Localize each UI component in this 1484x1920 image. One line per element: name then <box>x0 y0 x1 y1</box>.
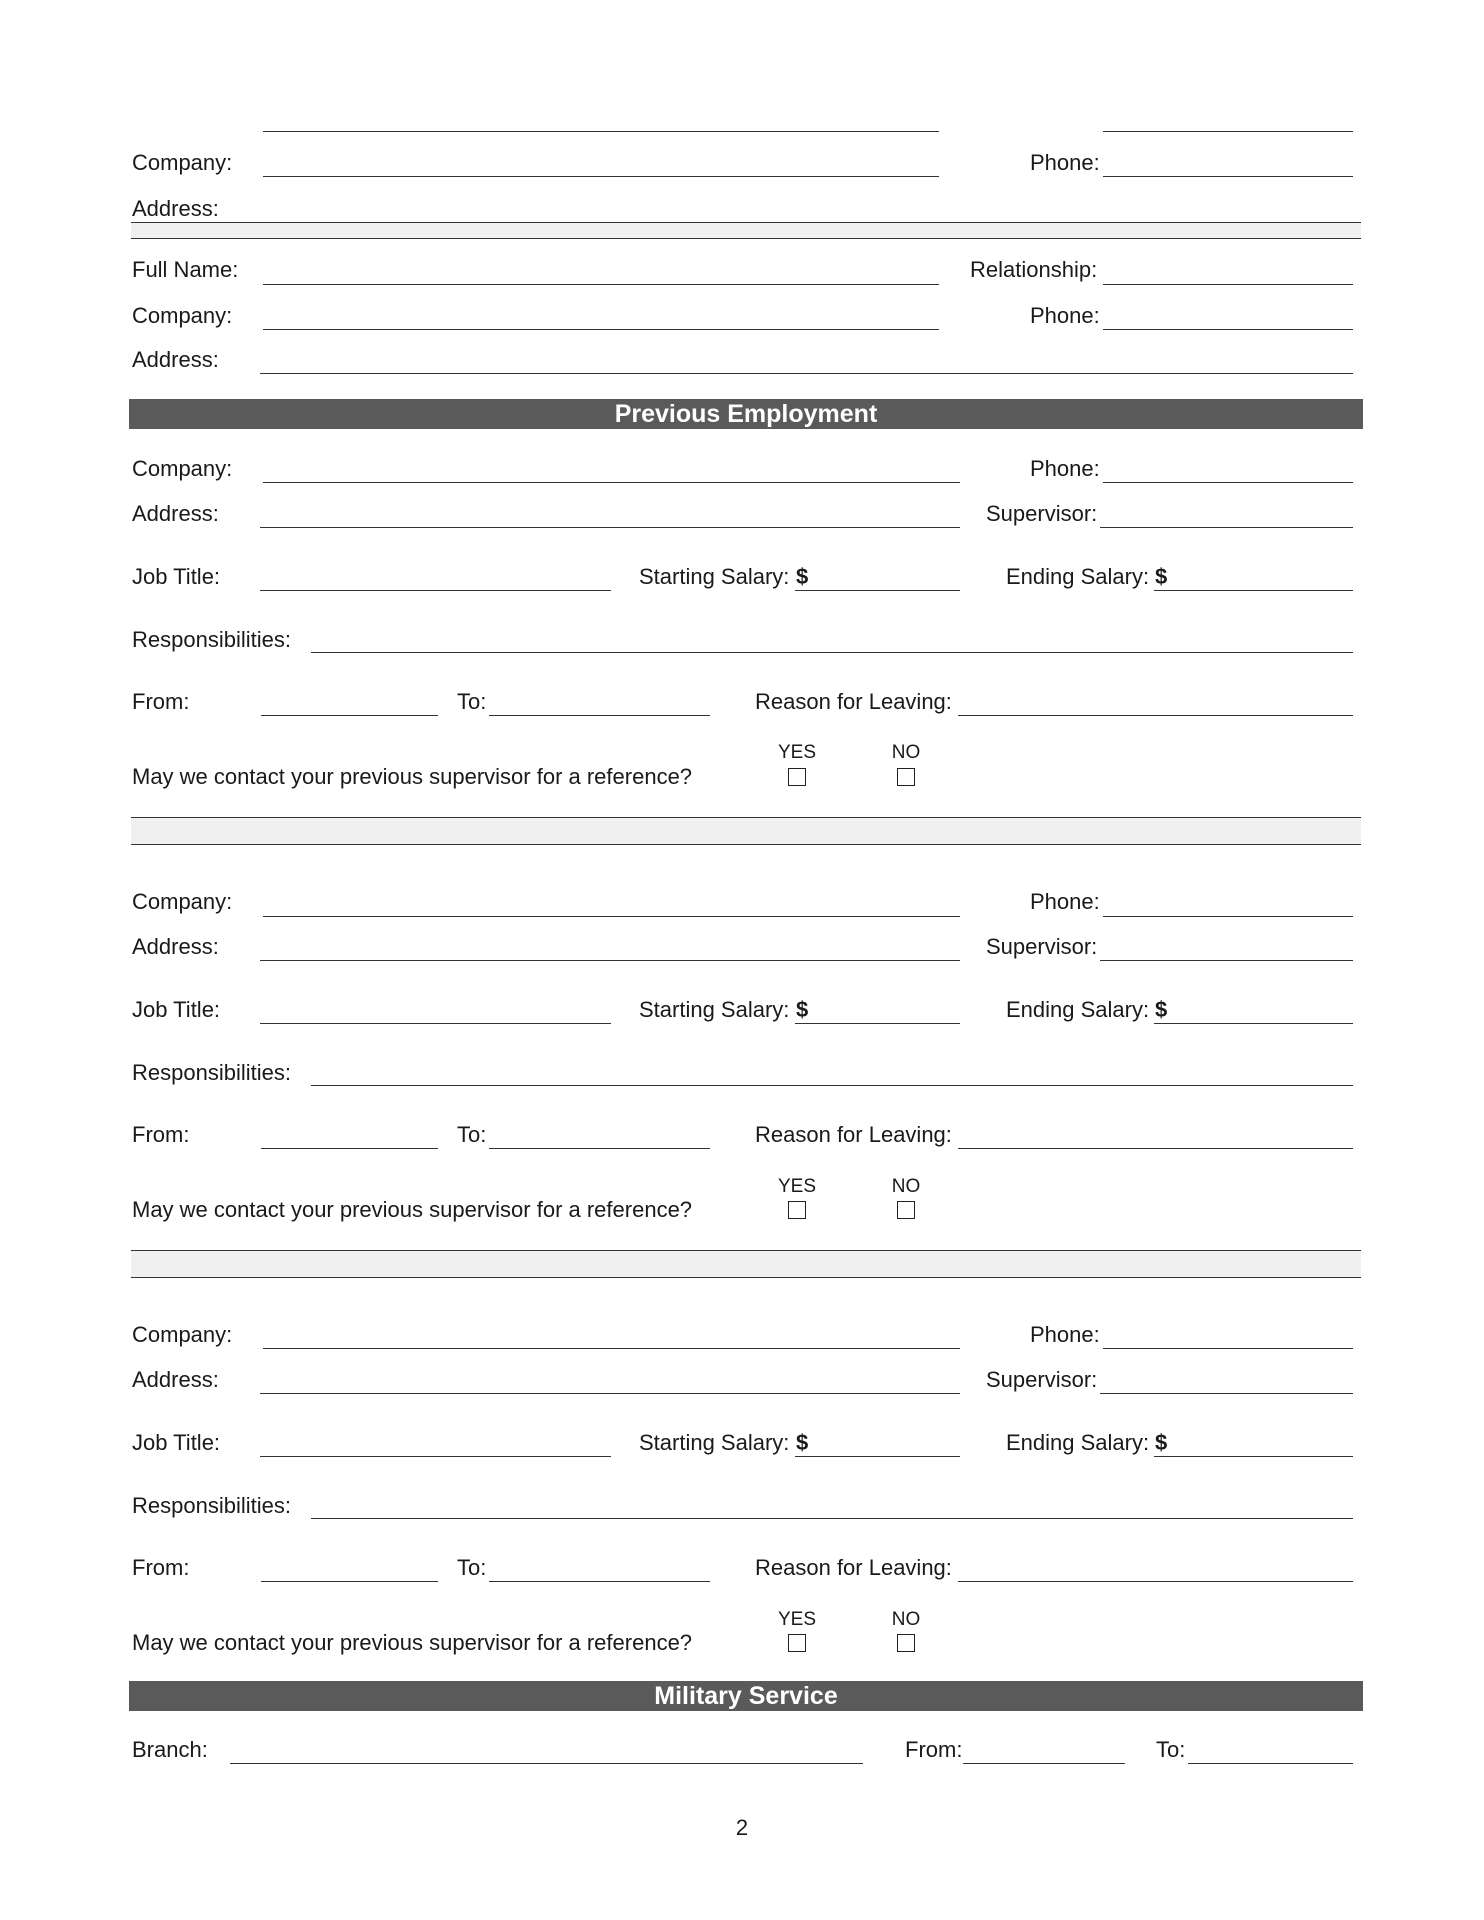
address-label: Address: <box>132 1367 219 1392</box>
no-label: NO <box>891 742 921 763</box>
no-label: NO <box>891 1609 921 1630</box>
yes-label: YES <box>777 1609 817 1630</box>
starting-salary-label: Starting Salary: <box>639 1430 790 1455</box>
yes-label: YES <box>777 1176 817 1197</box>
section-separator <box>131 222 1361 239</box>
to-field[interactable] <box>489 1148 710 1149</box>
to-label: To: <box>457 689 487 714</box>
ending-salary-currency: $ <box>1155 997 1168 1022</box>
company-label: Company: <box>132 456 233 481</box>
ending-salary-field[interactable] <box>1154 590 1353 591</box>
supervisor-label: Supervisor: <box>986 1367 1098 1392</box>
starting-salary-field[interactable] <box>795 1456 960 1457</box>
company-label: Company: <box>132 303 233 328</box>
address-field[interactable] <box>260 527 960 528</box>
job-title-field[interactable] <box>260 1456 611 1457</box>
to-field[interactable] <box>489 1581 710 1582</box>
reason-for-leaving-label: Reason for Leaving: <box>755 1555 952 1580</box>
military-to-label: To: <box>1156 1737 1186 1762</box>
military-from-label: From: <box>905 1737 963 1762</box>
phone-label: Phone: <box>1030 303 1100 328</box>
previous-employment-header: Previous Employment <box>129 399 1363 429</box>
yes-checkbox[interactable] <box>788 768 806 786</box>
from-label: From: <box>132 1555 190 1580</box>
ending-salary-field[interactable] <box>1154 1456 1353 1457</box>
ending-salary-label: Ending Salary: <box>1006 1430 1150 1455</box>
job-title-label: Job Title: <box>132 564 221 589</box>
supervisor-label: Supervisor: <box>986 934 1098 959</box>
page-number: 2 <box>735 1815 749 1840</box>
supervisor-field[interactable] <box>1100 960 1353 961</box>
from-field[interactable] <box>261 1581 438 1582</box>
address-label: Address: <box>132 196 219 221</box>
phone-field[interactable] <box>1103 329 1353 330</box>
address-field[interactable] <box>260 1393 960 1394</box>
reason-for-leaving-field[interactable] <box>958 1581 1353 1582</box>
phone-label: Phone: <box>1030 456 1100 481</box>
phone-field[interactable] <box>1103 916 1353 917</box>
company-label: Company: <box>132 889 233 914</box>
phone-label: Phone: <box>1030 889 1100 914</box>
company-label: Company: <box>132 1322 233 1347</box>
starting-salary-label: Starting Salary: <box>639 997 790 1022</box>
no-checkbox[interactable] <box>897 1634 915 1652</box>
starting-salary-currency: $ <box>796 564 809 589</box>
company-field[interactable] <box>263 916 960 917</box>
military-service-header: Military Service <box>129 1681 1363 1711</box>
starting-salary-currency: $ <box>796 1430 809 1455</box>
no-checkbox[interactable] <box>897 1201 915 1219</box>
relationship-field[interactable] <box>1103 284 1353 285</box>
job-title-field[interactable] <box>260 590 611 591</box>
reason-for-leaving-field[interactable] <box>958 715 1353 716</box>
full-name-label: Full Name: <box>132 257 239 282</box>
responsibilities-label: Responsibilities: <box>132 1493 291 1518</box>
responsibilities-field[interactable] <box>311 1518 1353 1519</box>
responsibilities-label: Responsibilities: <box>132 1060 291 1085</box>
reason-for-leaving-label: Reason for Leaving: <box>755 1122 952 1147</box>
responsibilities-field[interactable] <box>311 652 1353 653</box>
military-from-field[interactable] <box>963 1763 1125 1764</box>
ending-salary-currency: $ <box>1155 564 1168 589</box>
ending-salary-label: Ending Salary: <box>1006 997 1150 1022</box>
ending-salary-currency: $ <box>1155 1430 1168 1455</box>
contact-question: May we contact your previous supervisor for a reference? <box>132 1630 693 1655</box>
address-field[interactable] <box>260 960 960 961</box>
from-label: From: <box>132 689 190 714</box>
yes-checkbox[interactable] <box>788 1201 806 1219</box>
entry-separator <box>131 817 1361 845</box>
address-field[interactable] <box>260 373 1353 374</box>
to-label: To: <box>457 1555 487 1580</box>
company-field[interactable] <box>263 329 939 330</box>
company-label: Company: <box>132 150 233 175</box>
reason-for-leaving-field[interactable] <box>958 1148 1353 1149</box>
starting-salary-label: Starting Salary: <box>639 564 790 589</box>
supervisor-field[interactable] <box>1100 527 1353 528</box>
company-field[interactable] <box>263 1348 960 1349</box>
responsibilities-label: Responsibilities: <box>132 627 291 652</box>
from-label: From: <box>132 1122 190 1147</box>
job-title-field[interactable] <box>260 1023 611 1024</box>
contact-question: May we contact your previous supervisor for a reference? <box>132 764 693 789</box>
starting-salary-field[interactable] <box>795 590 960 591</box>
ending-salary-field[interactable] <box>1154 1023 1353 1024</box>
blank-line-top[interactable] <box>263 131 939 132</box>
contact-question: May we contact your previous supervisor for a reference? <box>132 1197 693 1222</box>
supervisor-field[interactable] <box>1100 1393 1353 1394</box>
from-field[interactable] <box>261 715 438 716</box>
branch-label: Branch: <box>132 1737 208 1762</box>
phone-field[interactable] <box>1103 482 1353 483</box>
blank-line-top-right[interactable] <box>1103 131 1353 132</box>
from-field[interactable] <box>261 1148 438 1149</box>
phone-field[interactable] <box>1103 1348 1353 1349</box>
responsibilities-field[interactable] <box>311 1085 1353 1086</box>
supervisor-label: Supervisor: <box>986 501 1098 526</box>
company-field[interactable] <box>263 482 960 483</box>
company-field[interactable] <box>263 176 939 177</box>
full-name-field[interactable] <box>263 284 939 285</box>
to-label: To: <box>457 1122 487 1147</box>
starting-salary-currency: $ <box>796 997 809 1022</box>
phone-label: Phone: <box>1030 150 1100 175</box>
address-label: Address: <box>132 347 219 372</box>
address-label: Address: <box>132 934 219 959</box>
relationship-label: Relationship: <box>970 257 1098 282</box>
reason-for-leaving-label: Reason for Leaving: <box>755 689 952 714</box>
address-label: Address: <box>132 501 219 526</box>
phone-field[interactable] <box>1103 176 1353 177</box>
no-label: NO <box>891 1176 921 1197</box>
ending-salary-label: Ending Salary: <box>1006 564 1150 589</box>
job-title-label: Job Title: <box>132 1430 221 1455</box>
military-to-field[interactable] <box>1188 1763 1353 1764</box>
no-checkbox[interactable] <box>897 768 915 786</box>
yes-checkbox[interactable] <box>788 1634 806 1652</box>
to-field[interactable] <box>489 715 710 716</box>
job-title-label: Job Title: <box>132 997 221 1022</box>
starting-salary-field[interactable] <box>795 1023 960 1024</box>
branch-field[interactable] <box>230 1763 863 1764</box>
yes-label: YES <box>777 742 817 763</box>
phone-label: Phone: <box>1030 1322 1100 1347</box>
entry-separator <box>131 1250 1361 1278</box>
